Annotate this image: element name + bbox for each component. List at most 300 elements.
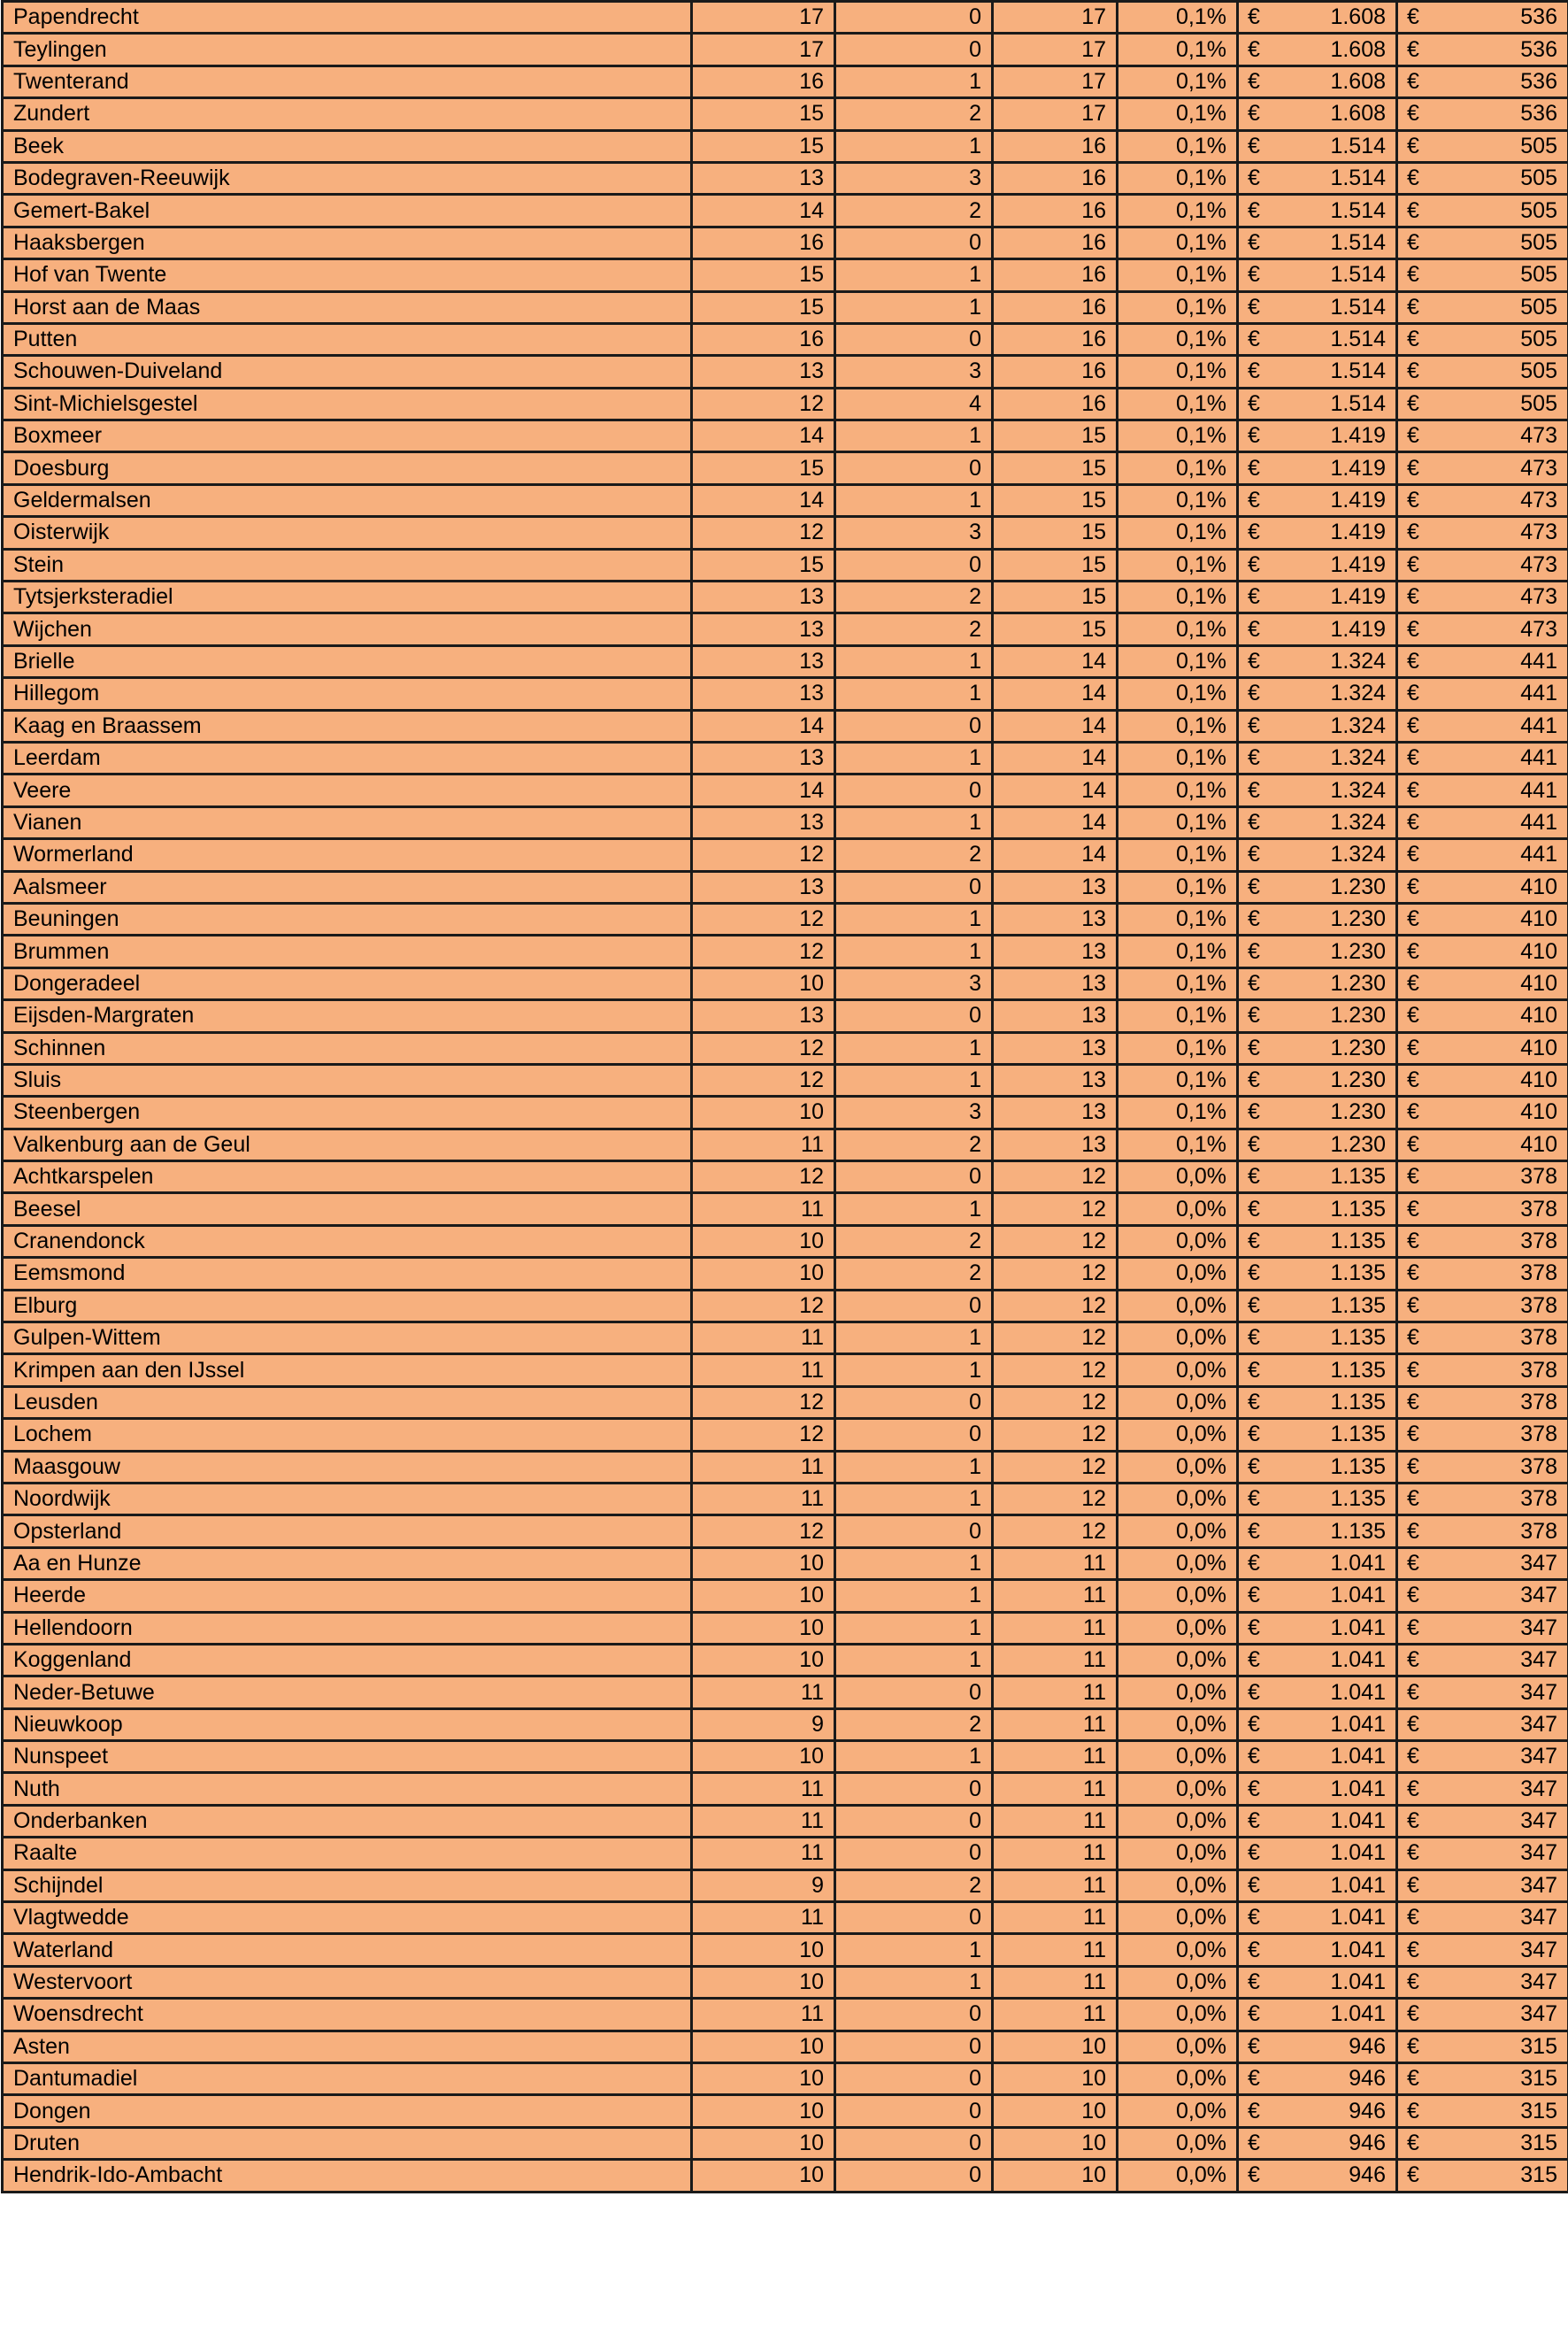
percentage-cell[interactable]: 0,0% <box>1118 2095 1238 2127</box>
amount-1-cell[interactable]: 1.514 <box>1273 323 1397 355</box>
count-a-cell[interactable]: 10 <box>692 967 835 999</box>
currency-symbol-cell[interactable]: € <box>1397 678 1433 710</box>
count-b-cell[interactable]: 1 <box>835 484 993 516</box>
count-b-cell[interactable]: 2 <box>835 98 993 130</box>
total-cell[interactable]: 14 <box>993 806 1118 838</box>
count-a-cell[interactable]: 17 <box>692 34 835 66</box>
amount-2-cell[interactable]: 410 <box>1433 967 1568 999</box>
municipality-cell[interactable]: Noordwijk <box>3 1483 692 1514</box>
count-b-cell[interactable]: 0 <box>835 871 993 903</box>
currency-symbol-cell[interactable]: € <box>1238 775 1273 806</box>
total-cell[interactable]: 11 <box>993 1547 1118 1579</box>
count-a-cell[interactable]: 10 <box>692 2160 835 2192</box>
currency-symbol-cell[interactable]: € <box>1397 1773 1433 1805</box>
count-b-cell[interactable]: 0 <box>835 323 993 355</box>
amount-1-cell[interactable]: 946 <box>1273 2095 1397 2127</box>
municipality-cell[interactable]: Schijndel <box>3 1869 692 1901</box>
amount-2-cell[interactable]: 536 <box>1433 2 1568 34</box>
percentage-cell[interactable]: 0,0% <box>1118 1644 1238 1676</box>
municipality-cell[interactable]: Druten <box>3 2127 692 2159</box>
percentage-cell[interactable]: 0,0% <box>1118 1580 1238 1612</box>
amount-1-cell[interactable]: 1.041 <box>1273 1838 1397 1869</box>
amount-2-cell[interactable]: 347 <box>1433 1612 1568 1644</box>
amount-2-cell[interactable]: 536 <box>1433 98 1568 130</box>
count-b-cell[interactable]: 0 <box>835 1902 993 1934</box>
municipality-cell[interactable]: Tytsjerksteradiel <box>3 582 692 613</box>
count-a-cell[interactable]: 12 <box>692 1290 835 1322</box>
municipality-cell[interactable]: Bodegraven-Reeuwijk <box>3 162 692 194</box>
currency-symbol-cell[interactable]: € <box>1397 1966 1433 1998</box>
total-cell[interactable]: 10 <box>993 2127 1118 2159</box>
municipality-cell[interactable]: Vianen <box>3 806 692 838</box>
count-b-cell[interactable]: 0 <box>835 710 993 742</box>
count-b-cell[interactable]: 1 <box>835 1483 993 1514</box>
count-b-cell[interactable]: 1 <box>835 1451 993 1483</box>
currency-symbol-cell[interactable]: € <box>1238 936 1273 967</box>
count-a-cell[interactable]: 12 <box>692 936 835 967</box>
count-b-cell[interactable]: 0 <box>835 227 993 258</box>
amount-1-cell[interactable]: 1.041 <box>1273 1612 1397 1644</box>
count-a-cell[interactable]: 10 <box>692 1966 835 1998</box>
amount-2-cell[interactable]: 410 <box>1433 1097 1568 1129</box>
amount-1-cell[interactable]: 1.135 <box>1273 1225 1397 1257</box>
percentage-cell[interactable]: 0,0% <box>1118 1386 1238 1418</box>
currency-symbol-cell[interactable]: € <box>1238 1161 1273 1193</box>
currency-symbol-cell[interactable]: € <box>1397 1580 1433 1612</box>
currency-symbol-cell[interactable]: € <box>1397 162 1433 194</box>
total-cell[interactable]: 12 <box>993 1225 1118 1257</box>
count-a-cell[interactable]: 15 <box>692 259 835 291</box>
count-a-cell[interactable]: 13 <box>692 162 835 194</box>
currency-symbol-cell[interactable]: € <box>1238 1644 1273 1676</box>
municipality-cell[interactable]: Achtkarspelen <box>3 1161 692 1193</box>
total-cell[interactable]: 12 <box>993 1193 1118 1225</box>
amount-1-cell[interactable]: 1.419 <box>1273 420 1397 452</box>
total-cell[interactable]: 15 <box>993 613 1118 645</box>
percentage-cell[interactable]: 0,0% <box>1118 2031 1238 2062</box>
municipality-cell[interactable]: Brielle <box>3 645 692 677</box>
municipality-cell[interactable]: Westervoort <box>3 1966 692 1998</box>
municipality-cell[interactable]: Eemsmond <box>3 1258 692 1290</box>
amount-1-cell[interactable]: 1.041 <box>1273 1805 1397 1837</box>
currency-symbol-cell[interactable]: € <box>1397 710 1433 742</box>
currency-symbol-cell[interactable]: € <box>1397 1515 1433 1547</box>
currency-symbol-cell[interactable]: € <box>1238 582 1273 613</box>
percentage-cell[interactable]: 0,1% <box>1118 1129 1238 1160</box>
currency-symbol-cell[interactable]: € <box>1238 1000 1273 1032</box>
amount-2-cell[interactable]: 410 <box>1433 1032 1568 1064</box>
amount-2-cell[interactable]: 347 <box>1433 1805 1568 1837</box>
percentage-cell[interactable]: 0,1% <box>1118 936 1238 967</box>
count-a-cell[interactable]: 12 <box>692 1032 835 1064</box>
currency-symbol-cell[interactable]: € <box>1397 1612 1433 1644</box>
municipality-cell[interactable]: Koggenland <box>3 1644 692 1676</box>
currency-symbol-cell[interactable]: € <box>1238 1966 1273 1998</box>
currency-symbol-cell[interactable]: € <box>1397 1451 1433 1483</box>
total-cell[interactable]: 16 <box>993 356 1118 388</box>
amount-2-cell[interactable]: 441 <box>1433 645 1568 677</box>
amount-1-cell[interactable]: 1.135 <box>1273 1451 1397 1483</box>
amount-2-cell[interactable]: 347 <box>1433 1708 1568 1740</box>
currency-symbol-cell[interactable]: € <box>1397 1483 1433 1514</box>
municipality-cell[interactable]: Lochem <box>3 1419 692 1451</box>
currency-symbol-cell[interactable]: € <box>1397 1290 1433 1322</box>
amount-2-cell[interactable]: 378 <box>1433 1290 1568 1322</box>
percentage-cell[interactable]: 0,1% <box>1118 98 1238 130</box>
amount-2-cell[interactable]: 536 <box>1433 34 1568 66</box>
municipality-cell[interactable]: Wormerland <box>3 839 692 871</box>
count-a-cell[interactable]: 11 <box>692 1129 835 1160</box>
currency-symbol-cell[interactable]: € <box>1238 323 1273 355</box>
currency-symbol-cell[interactable]: € <box>1238 1129 1273 1160</box>
count-a-cell[interactable]: 15 <box>692 452 835 484</box>
amount-2-cell[interactable]: 315 <box>1433 2095 1568 2127</box>
amount-1-cell[interactable]: 1.135 <box>1273 1354 1397 1386</box>
amount-2-cell[interactable]: 505 <box>1433 195 1568 227</box>
amount-2-cell[interactable]: 347 <box>1433 1741 1568 1773</box>
count-a-cell[interactable]: 9 <box>692 1708 835 1740</box>
amount-2-cell[interactable]: 505 <box>1433 162 1568 194</box>
count-a-cell[interactable]: 12 <box>692 1161 835 1193</box>
amount-2-cell[interactable]: 441 <box>1433 775 1568 806</box>
total-cell[interactable]: 16 <box>993 388 1118 420</box>
amount-1-cell[interactable]: 1.608 <box>1273 2 1397 34</box>
amount-2-cell[interactable]: 347 <box>1433 1902 1568 1934</box>
currency-symbol-cell[interactable]: € <box>1238 452 1273 484</box>
currency-symbol-cell[interactable]: € <box>1397 356 1433 388</box>
count-b-cell[interactable]: 2 <box>835 1225 993 1257</box>
amount-2-cell[interactable]: 378 <box>1433 1386 1568 1418</box>
currency-symbol-cell[interactable]: € <box>1238 1612 1273 1644</box>
count-b-cell[interactable]: 0 <box>835 1000 993 1032</box>
count-b-cell[interactable]: 2 <box>835 1258 993 1290</box>
percentage-cell[interactable]: 0,0% <box>1118 1902 1238 1934</box>
count-a-cell[interactable]: 13 <box>692 356 835 388</box>
count-a-cell[interactable]: 13 <box>692 806 835 838</box>
percentage-cell[interactable]: 0,1% <box>1118 34 1238 66</box>
count-b-cell[interactable]: 0 <box>835 1805 993 1837</box>
count-b-cell[interactable]: 0 <box>835 1676 993 1708</box>
count-a-cell[interactable]: 13 <box>692 645 835 677</box>
count-a-cell[interactable]: 15 <box>692 549 835 581</box>
count-b-cell[interactable]: 0 <box>835 2 993 34</box>
percentage-cell[interactable]: 0,1% <box>1118 582 1238 613</box>
total-cell[interactable]: 17 <box>993 34 1118 66</box>
amount-2-cell[interactable]: 505 <box>1433 227 1568 258</box>
amount-1-cell[interactable]: 1.324 <box>1273 839 1397 871</box>
amount-1-cell[interactable]: 1.608 <box>1273 66 1397 97</box>
amount-1-cell[interactable]: 1.135 <box>1273 1419 1397 1451</box>
count-a-cell[interactable]: 14 <box>692 420 835 452</box>
amount-2-cell[interactable]: 410 <box>1433 903 1568 935</box>
amount-2-cell[interactable]: 378 <box>1433 1258 1568 1290</box>
percentage-cell[interactable]: 0,1% <box>1118 1032 1238 1064</box>
amount-2-cell[interactable]: 347 <box>1433 1838 1568 1869</box>
amount-2-cell[interactable]: 441 <box>1433 678 1568 710</box>
municipality-cell[interactable]: Leusden <box>3 1386 692 1418</box>
total-cell[interactable]: 16 <box>993 323 1118 355</box>
count-b-cell[interactable]: 0 <box>835 1290 993 1322</box>
percentage-cell[interactable]: 0,1% <box>1118 871 1238 903</box>
amount-2-cell[interactable]: 505 <box>1433 291 1568 323</box>
currency-symbol-cell[interactable]: € <box>1238 839 1273 871</box>
amount-1-cell[interactable]: 1.324 <box>1273 775 1397 806</box>
count-b-cell[interactable]: 0 <box>835 34 993 66</box>
count-a-cell[interactable]: 12 <box>692 388 835 420</box>
currency-symbol-cell[interactable]: € <box>1397 1805 1433 1837</box>
total-cell[interactable]: 11 <box>993 1612 1118 1644</box>
total-cell[interactable]: 13 <box>993 871 1118 903</box>
amount-1-cell[interactable]: 1.324 <box>1273 645 1397 677</box>
municipality-cell[interactable]: Elburg <box>3 1290 692 1322</box>
count-a-cell[interactable]: 14 <box>692 710 835 742</box>
amount-2-cell[interactable]: 347 <box>1433 1966 1568 1998</box>
count-a-cell[interactable]: 14 <box>692 484 835 516</box>
count-b-cell[interactable]: 3 <box>835 1097 993 1129</box>
amount-1-cell[interactable]: 1.230 <box>1273 1000 1397 1032</box>
amount-1-cell[interactable]: 946 <box>1273 2160 1397 2192</box>
amount-1-cell[interactable]: 1.230 <box>1273 871 1397 903</box>
currency-symbol-cell[interactable]: € <box>1238 420 1273 452</box>
amount-2-cell[interactable]: 347 <box>1433 1547 1568 1579</box>
count-a-cell[interactable]: 10 <box>692 1612 835 1644</box>
currency-symbol-cell[interactable]: € <box>1238 742 1273 774</box>
total-cell[interactable]: 14 <box>993 742 1118 774</box>
amount-1-cell[interactable]: 1.230 <box>1273 1032 1397 1064</box>
count-a-cell[interactable]: 15 <box>692 291 835 323</box>
count-a-cell[interactable]: 10 <box>692 2095 835 2127</box>
count-a-cell[interactable]: 10 <box>692 2063 835 2095</box>
count-b-cell[interactable]: 1 <box>835 420 993 452</box>
total-cell[interactable]: 13 <box>993 1064 1118 1096</box>
currency-symbol-cell[interactable]: € <box>1397 323 1433 355</box>
count-b-cell[interactable]: 2 <box>835 1869 993 1901</box>
total-cell[interactable]: 11 <box>993 1999 1118 2031</box>
percentage-cell[interactable]: 0,0% <box>1118 1773 1238 1805</box>
currency-symbol-cell[interactable]: € <box>1397 936 1433 967</box>
municipality-cell[interactable]: Zundert <box>3 98 692 130</box>
percentage-cell[interactable]: 0,1% <box>1118 1064 1238 1096</box>
total-cell[interactable]: 14 <box>993 645 1118 677</box>
currency-symbol-cell[interactable]: € <box>1397 388 1433 420</box>
currency-symbol-cell[interactable]: € <box>1397 98 1433 130</box>
total-cell[interactable]: 16 <box>993 259 1118 291</box>
currency-symbol-cell[interactable]: € <box>1238 613 1273 645</box>
currency-symbol-cell[interactable]: € <box>1238 162 1273 194</box>
currency-symbol-cell[interactable]: € <box>1397 1838 1433 1869</box>
amount-1-cell[interactable]: 1.324 <box>1273 678 1397 710</box>
currency-symbol-cell[interactable]: € <box>1238 1869 1273 1901</box>
total-cell[interactable]: 11 <box>993 1966 1118 1998</box>
currency-symbol-cell[interactable]: € <box>1397 1258 1433 1290</box>
count-a-cell[interactable]: 12 <box>692 1419 835 1451</box>
municipality-cell[interactable]: Beesel <box>3 1193 692 1225</box>
currency-symbol-cell[interactable]: € <box>1397 259 1433 291</box>
currency-symbol-cell[interactable]: € <box>1238 1515 1273 1547</box>
municipality-cell[interactable]: Waterland <box>3 1934 692 1966</box>
amount-1-cell[interactable]: 1.514 <box>1273 195 1397 227</box>
total-cell[interactable]: 11 <box>993 1869 1118 1901</box>
currency-symbol-cell[interactable]: € <box>1238 1676 1273 1708</box>
amount-2-cell[interactable]: 315 <box>1433 2063 1568 2095</box>
amount-1-cell[interactable]: 1.419 <box>1273 517 1397 549</box>
currency-symbol-cell[interactable]: € <box>1397 1064 1433 1096</box>
count-b-cell[interactable]: 0 <box>835 549 993 581</box>
count-a-cell[interactable]: 11 <box>692 1354 835 1386</box>
municipality-cell[interactable]: Sluis <box>3 1064 692 1096</box>
amount-1-cell[interactable]: 1.419 <box>1273 452 1397 484</box>
amount-2-cell[interactable]: 347 <box>1433 1644 1568 1676</box>
count-a-cell[interactable]: 15 <box>692 98 835 130</box>
amount-2-cell[interactable]: 505 <box>1433 259 1568 291</box>
total-cell[interactable]: 11 <box>993 1773 1118 1805</box>
currency-symbol-cell[interactable]: € <box>1238 1902 1273 1934</box>
count-b-cell[interactable]: 1 <box>835 259 993 291</box>
amount-2-cell[interactable]: 473 <box>1433 452 1568 484</box>
municipality-cell[interactable]: Schinnen <box>3 1032 692 1064</box>
percentage-cell[interactable]: 0,1% <box>1118 742 1238 774</box>
currency-symbol-cell[interactable]: € <box>1238 2031 1273 2062</box>
amount-2-cell[interactable]: 378 <box>1433 1483 1568 1514</box>
count-b-cell[interactable]: 1 <box>835 678 993 710</box>
amount-1-cell[interactable]: 1.135 <box>1273 1161 1397 1193</box>
municipality-cell[interactable]: Dongeradeel <box>3 967 692 999</box>
currency-symbol-cell[interactable]: € <box>1397 1999 1433 2031</box>
count-a-cell[interactable]: 12 <box>692 903 835 935</box>
amount-1-cell[interactable]: 1.230 <box>1273 1097 1397 1129</box>
total-cell[interactable]: 11 <box>993 1838 1118 1869</box>
count-b-cell[interactable]: 0 <box>835 1838 993 1869</box>
total-cell[interactable]: 12 <box>993 1515 1118 1547</box>
total-cell[interactable]: 10 <box>993 2160 1118 2192</box>
percentage-cell[interactable]: 0,0% <box>1118 2160 1238 2192</box>
total-cell[interactable]: 15 <box>993 420 1118 452</box>
municipality-cell[interactable]: Neder-Betuwe <box>3 1676 692 1708</box>
amount-1-cell[interactable]: 1.041 <box>1273 1773 1397 1805</box>
amount-2-cell[interactable]: 410 <box>1433 1000 1568 1032</box>
municipality-cell[interactable]: Woensdrecht <box>3 1999 692 2031</box>
amount-1-cell[interactable]: 1.419 <box>1273 613 1397 645</box>
percentage-cell[interactable]: 0,1% <box>1118 1097 1238 1129</box>
total-cell[interactable]: 13 <box>993 903 1118 935</box>
currency-symbol-cell[interactable]: € <box>1397 1547 1433 1579</box>
municipality-cell[interactable]: Doesburg <box>3 452 692 484</box>
percentage-cell[interactable]: 0,0% <box>1118 2063 1238 2095</box>
currency-symbol-cell[interactable]: € <box>1397 34 1433 66</box>
amount-1-cell[interactable]: 1.230 <box>1273 903 1397 935</box>
count-b-cell[interactable]: 1 <box>835 66 993 97</box>
currency-symbol-cell[interactable]: € <box>1397 517 1433 549</box>
amount-1-cell[interactable]: 1.324 <box>1273 742 1397 774</box>
total-cell[interactable]: 16 <box>993 162 1118 194</box>
count-a-cell[interactable]: 14 <box>692 775 835 806</box>
currency-symbol-cell[interactable]: € <box>1238 903 1273 935</box>
currency-symbol-cell[interactable]: € <box>1397 2031 1433 2062</box>
total-cell[interactable]: 15 <box>993 582 1118 613</box>
municipality-cell[interactable]: Maasgouw <box>3 1451 692 1483</box>
currency-symbol-cell[interactable]: € <box>1397 1676 1433 1708</box>
currency-symbol-cell[interactable]: € <box>1397 1161 1433 1193</box>
count-a-cell[interactable]: 16 <box>692 66 835 97</box>
currency-symbol-cell[interactable]: € <box>1238 517 1273 549</box>
percentage-cell[interactable]: 0,1% <box>1118 710 1238 742</box>
amount-1-cell[interactable]: 1.041 <box>1273 1644 1397 1676</box>
total-cell[interactable]: 12 <box>993 1483 1118 1514</box>
total-cell[interactable]: 15 <box>993 517 1118 549</box>
total-cell[interactable]: 17 <box>993 2 1118 34</box>
total-cell[interactable]: 16 <box>993 291 1118 323</box>
total-cell[interactable]: 10 <box>993 2095 1118 2127</box>
currency-symbol-cell[interactable]: € <box>1397 1322 1433 1354</box>
municipality-cell[interactable]: Beek <box>3 130 692 162</box>
count-b-cell[interactable]: 2 <box>835 1129 993 1160</box>
currency-symbol-cell[interactable]: € <box>1238 967 1273 999</box>
count-b-cell[interactable]: 1 <box>835 1354 993 1386</box>
amount-1-cell[interactable]: 1.419 <box>1273 484 1397 516</box>
currency-symbol-cell[interactable]: € <box>1397 1193 1433 1225</box>
total-cell[interactable]: 14 <box>993 839 1118 871</box>
count-a-cell[interactable]: 13 <box>692 742 835 774</box>
amount-1-cell[interactable]: 1.135 <box>1273 1483 1397 1514</box>
count-a-cell[interactable]: 13 <box>692 613 835 645</box>
currency-symbol-cell[interactable]: € <box>1397 1225 1433 1257</box>
currency-symbol-cell[interactable]: € <box>1397 1032 1433 1064</box>
percentage-cell[interactable]: 0,1% <box>1118 356 1238 388</box>
total-cell[interactable]: 12 <box>993 1290 1118 1322</box>
percentage-cell[interactable]: 0,0% <box>1118 1258 1238 1290</box>
count-a-cell[interactable]: 11 <box>692 1676 835 1708</box>
percentage-cell[interactable]: 0,1% <box>1118 227 1238 258</box>
total-cell[interactable]: 16 <box>993 195 1118 227</box>
count-a-cell[interactable]: 12 <box>692 1386 835 1418</box>
count-a-cell[interactable]: 10 <box>692 2127 835 2159</box>
amount-2-cell[interactable]: 473 <box>1433 517 1568 549</box>
currency-symbol-cell[interactable]: € <box>1238 1999 1273 2031</box>
total-cell[interactable]: 13 <box>993 1097 1118 1129</box>
municipality-cell[interactable]: Aalsmeer <box>3 871 692 903</box>
total-cell[interactable]: 14 <box>993 678 1118 710</box>
municipality-cell[interactable]: Leerdam <box>3 742 692 774</box>
count-a-cell[interactable]: 10 <box>692 2031 835 2062</box>
currency-symbol-cell[interactable]: € <box>1238 806 1273 838</box>
currency-symbol-cell[interactable]: € <box>1238 1322 1273 1354</box>
currency-symbol-cell[interactable]: € <box>1397 130 1433 162</box>
total-cell[interactable]: 12 <box>993 1386 1118 1418</box>
amount-1-cell[interactable]: 1.514 <box>1273 291 1397 323</box>
amount-2-cell[interactable]: 378 <box>1433 1419 1568 1451</box>
total-cell[interactable]: 16 <box>993 130 1118 162</box>
percentage-cell[interactable]: 0,1% <box>1118 259 1238 291</box>
amount-1-cell[interactable]: 1.419 <box>1273 549 1397 581</box>
currency-symbol-cell[interactable]: € <box>1238 291 1273 323</box>
count-a-cell[interactable]: 11 <box>692 1193 835 1225</box>
currency-symbol-cell[interactable]: € <box>1238 1547 1273 1579</box>
currency-symbol-cell[interactable]: € <box>1238 227 1273 258</box>
total-cell[interactable]: 10 <box>993 2063 1118 2095</box>
percentage-cell[interactable]: 0,0% <box>1118 1966 1238 1998</box>
total-cell[interactable]: 13 <box>993 1000 1118 1032</box>
total-cell[interactable]: 15 <box>993 484 1118 516</box>
percentage-cell[interactable]: 0,0% <box>1118 1451 1238 1483</box>
count-b-cell[interactable]: 0 <box>835 1773 993 1805</box>
count-b-cell[interactable]: 0 <box>835 2031 993 2062</box>
currency-symbol-cell[interactable]: € <box>1397 806 1433 838</box>
count-b-cell[interactable]: 1 <box>835 1612 993 1644</box>
count-a-cell[interactable]: 10 <box>692 1580 835 1612</box>
currency-symbol-cell[interactable]: € <box>1238 1354 1273 1386</box>
percentage-cell[interactable]: 0,0% <box>1118 1708 1238 1740</box>
currency-symbol-cell[interactable]: € <box>1238 1805 1273 1837</box>
